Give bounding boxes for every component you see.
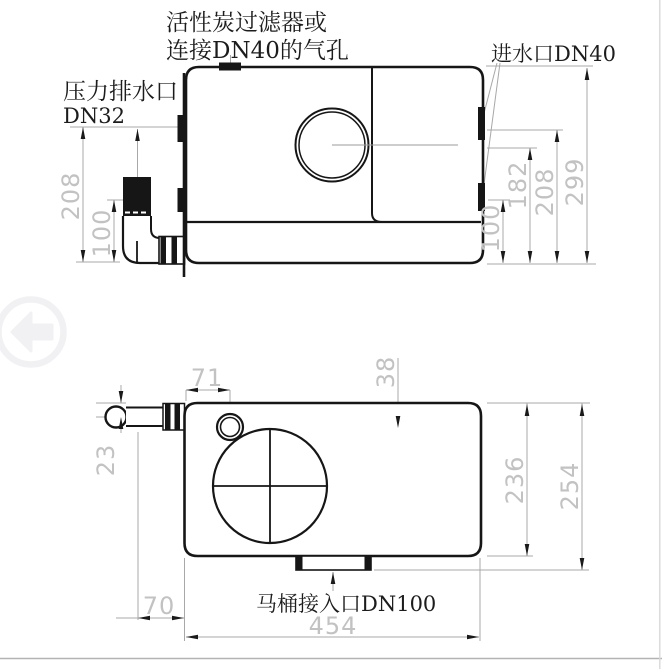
dim-254: 254	[556, 461, 584, 511]
pressure-outlet-label: 压力排水口	[63, 79, 178, 105]
dim-left-208: 208	[57, 171, 85, 221]
dim-right-208: 208	[531, 167, 559, 217]
outlet-coupling-bar-2	[172, 237, 178, 265]
dim-left-100: 100	[88, 208, 116, 258]
vent-label-line1: 活性炭过滤器或	[166, 10, 327, 36]
outlet-elbow-inner	[151, 216, 160, 238]
pressure-outlet-assembly	[123, 177, 185, 264]
dim-70: 70	[142, 592, 176, 620]
toilet-inlet-connector	[296, 556, 371, 570]
vent-label-line2: 连接DN40的气孔	[166, 38, 349, 64]
connector-outline	[296, 556, 371, 570]
toilet-inlet-label: 马桶接入口DN100	[256, 592, 437, 616]
inlet-label: 进水口DN40	[491, 42, 616, 66]
pipe-flange-bar-1	[165, 404, 171, 431]
dim-23: 23	[92, 443, 120, 477]
dim-454: 454	[308, 612, 358, 640]
pipe-flange-bar-2	[175, 404, 181, 431]
back-arrow-icon	[12, 313, 52, 351]
pipe-shaft-fill	[126, 409, 163, 426]
connector-bar-right	[365, 556, 372, 570]
dim-236: 236	[501, 455, 529, 505]
back-arrow-watermark[interactable]	[0, 300, 64, 365]
outlet-elbow-outer	[123, 216, 159, 263]
pressure-outlet-size-label: DN32	[63, 104, 125, 128]
dim-38: 38	[372, 355, 400, 389]
dim-right-182: 182	[504, 160, 532, 210]
connector-bar-left	[296, 556, 303, 570]
dim-right-299: 299	[561, 157, 589, 207]
side-view	[57, 10, 616, 277]
right-connector-upper	[478, 107, 485, 140]
dim-right-100: 100	[477, 203, 505, 253]
pipe-end-cap	[106, 407, 127, 428]
plan-view	[92, 356, 590, 641]
dim-71: 71	[190, 364, 224, 392]
outlet-coupling-bar-1	[161, 237, 167, 265]
outlet-valve-body	[123, 177, 151, 216]
discharge-pipe-plan	[106, 404, 185, 431]
